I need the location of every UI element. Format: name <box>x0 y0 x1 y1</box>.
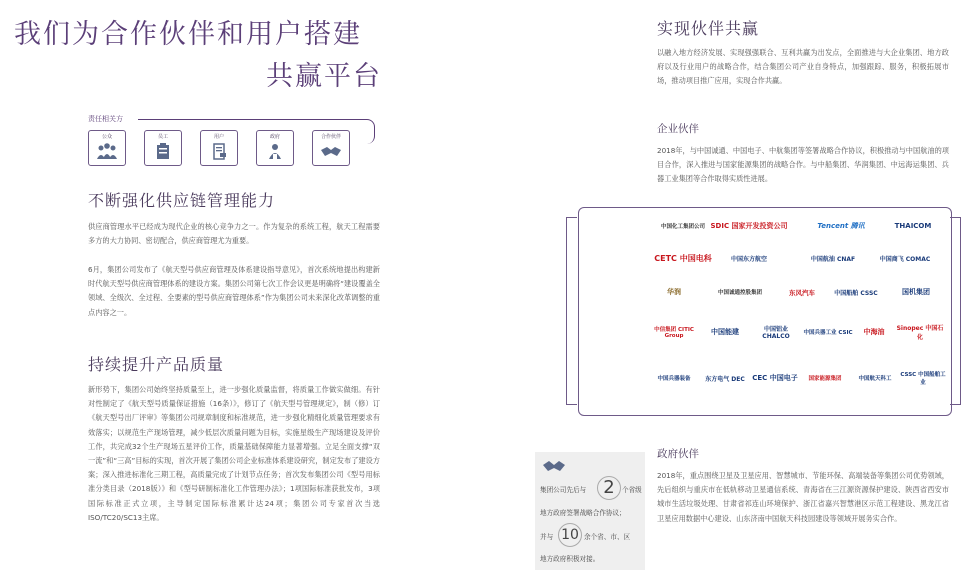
logo-cnaf: 中国航油 CNAF <box>810 255 856 263</box>
logo-casic: 中国航天科工 <box>858 376 892 382</box>
logo-chemchina: 中国化工集团公司 <box>660 224 705 230</box>
stakeholder-government <box>256 130 294 166</box>
logo-cnooc: 中海油 <box>863 328 885 336</box>
logo-chalco: 中国铝业 CHALCO <box>762 326 790 340</box>
logo-cec: CEC 中国电子 <box>752 374 798 382</box>
stats-line3-pre: 并与 <box>540 533 554 541</box>
stats-number-regions: 10 <box>558 523 582 547</box>
logo-china-shipbuilding: 中国船舶 CSSC <box>834 289 878 297</box>
stats-number-provinces: 2 <box>597 476 621 500</box>
logo-chn-energy: 国家能源集团 <box>808 376 842 382</box>
stakeholder-label-government: 政府 <box>269 134 280 140</box>
logos-bracket-right <box>950 217 961 405</box>
stakeholder-label: 责任相关方 <box>88 115 123 123</box>
logo-china-eastern: 中国东方航空 <box>730 255 767 263</box>
logo-dongfeng: 东风汽车 <box>789 288 815 297</box>
logo-dec: 东方电气 DEC <box>705 375 745 383</box>
logo-cssc-industry: CSSC 中国船舶工业 <box>900 372 946 386</box>
logo-citic: 中信集团 CITIC Group <box>654 327 694 339</box>
stakeholder-user <box>200 130 238 166</box>
logo-tencent: Tencent 腾讯 <box>817 222 865 230</box>
logo-thaicom: THAICOM <box>894 222 932 230</box>
win-win-title: 实现伙伴共赢 <box>657 19 760 38</box>
stats-line1-post: 个省级 <box>622 486 642 494</box>
page-title <box>14 14 382 98</box>
stats-line4: 地方政府积极对接。 <box>540 555 600 563</box>
quality-title: 持续提升产品质量 <box>88 355 225 374</box>
enterprise-partner-paragraph: 2018年，与中国诚通、中国电子、中航集团等签署战略合作协议，积极推动与中国航油的项目合作，深入推进与国家能源集团的战略合作。与中船集团、华润集团、中远海运集团、兵器工业集团等合作取得实质性进展。 <box>657 146 949 184</box>
partner-logos-grid <box>650 212 946 410</box>
logo-sinomach: 国机集团 <box>902 288 930 296</box>
logo-csgc: 中国兵器装备 <box>657 376 691 382</box>
government-partner-paragraph: 2018年，重点围绕卫星及卫星应用、智慧城市、节能环保、高端装备等集团公司优势领域，先后组织与重庆市在低轨移动卫星通信系统、青海省在三江源资源保护建设、陕西省西安市城市生活垃圾处理、甘肃省祁连山环境保护、浙江省嘉兴智慧港区示范工程建设、黑龙江省卫星应用数据中心建设、山东济南中国航天科技园建设等领域开展务实合作。 <box>657 471 949 523</box>
page-title-line2: 共赢平台 <box>266 61 382 92</box>
logo-csic: 中国兵器工业 CSIC <box>803 330 853 336</box>
logo-energy-china: 中国能建 <box>711 328 739 336</box>
employee-icon <box>151 141 175 161</box>
logo-sinopec: Sinopec 中国石化 <box>896 325 944 341</box>
enterprise-partner-title: 企业伙伴 <box>657 123 699 135</box>
stats-line3-post: 余个省、市、区 <box>584 533 631 541</box>
logo-comac: 中国商飞 COMAC <box>879 255 931 263</box>
stakeholder-employee <box>144 130 182 166</box>
logo-sdic: SDIC 国家开发投资公司 <box>710 222 788 230</box>
win-win-paragraph: 以融入地方经济发展、实现强强联合、互利共赢为出发点，全面推进与大企业集团、地方政府以及行业用户的战略合作，结合集团公司产业自身特点，加强跟踪、服务，积极拓展市场，推动项目推广应用，实现合作共赢。 <box>657 48 949 86</box>
handshake-icon <box>319 141 343 161</box>
logo-cetc: CETC 中国电科 <box>654 253 712 263</box>
stats-line1-pre: 集团公司先后与 <box>540 486 587 494</box>
page-title-line1: 我们为合作伙伴和用户搭建 <box>14 19 362 50</box>
people-icon <box>95 141 119 161</box>
handshake-icon <box>542 458 566 474</box>
government-partner-title: 政府伙伴 <box>657 448 699 460</box>
supply-chain-paragraph-2: 6月，集团公司发布了《航天型号供应商管理及体系建设指导意见》，首次系统地提出构建新时代航天型号供应商管理体系的建设方案。集团公司第七次工作会议更是明确将“建设覆盖全领域、全级次、全过程、全要素的型号供应商管理体系”作为集团公司未来深化改革调整的重点内容之一。 <box>88 265 380 317</box>
government-icon <box>263 141 287 161</box>
quality-paragraph: 新形势下，集团公司始终坚持质量至上，进一步强化质量监督，将质量工作做实做细。有针对性制定了《航天型号质量保证措施（16条）》，修订了《航天型号管理规定》，制（修）订《航天型号出厂评审》等集团公司规章制度和标准规范，进一步强化精细化质量管理要求有效落实；以规范生产现场管理，减少低层次质量问题为目标，实施星级生产现场建设及评价工作，共完成32个生产现场五星评价工作，质量基础保障能力显著增强。立足全面支撑“双一流”和“三高”目标的实现，首次开展了集团公司企业标准体系建设研究，制定发布了建设方案；深入推进标准化三期工程，高质量完成了计划节点任务；首次发布集团公司《型号用标准分类目录（2018版）》和《型号研制标准化工作管理办法》；1项国际标准获批发布，3项国际标准正式立项，主导制定国际标准累计达24项；集团公司专家首次当选ISO/TC20/SC13主席。 <box>88 385 380 522</box>
logos-bracket-left <box>566 217 577 405</box>
stakeholder-label-user: 用户 <box>213 134 224 140</box>
stats-line2: 地方政府签署战略合作协议； <box>540 509 626 517</box>
stakeholder-label-partner: 合作伙伴 <box>320 134 341 140</box>
user-icon <box>207 141 231 161</box>
stakeholder-partner <box>312 130 350 166</box>
supply-chain-paragraph-1: 供应商管理水平已经成为现代企业的核心竞争力之一。作为复杂的系统工程，航天工程需要多方的大力协同、密切配合，供应商管理尤为重要。 <box>88 222 380 246</box>
stakeholder-label-public: 公众 <box>101 134 112 140</box>
logo-huarun: 华润 <box>667 288 681 296</box>
supply-chain-title: 不断强化供应链管理能力 <box>88 191 276 210</box>
logo-china-chengtong: 中国诚通控股集团 <box>717 290 762 296</box>
stakeholder-label-employee: 员工 <box>157 134 168 140</box>
stakeholder-public <box>88 130 126 166</box>
